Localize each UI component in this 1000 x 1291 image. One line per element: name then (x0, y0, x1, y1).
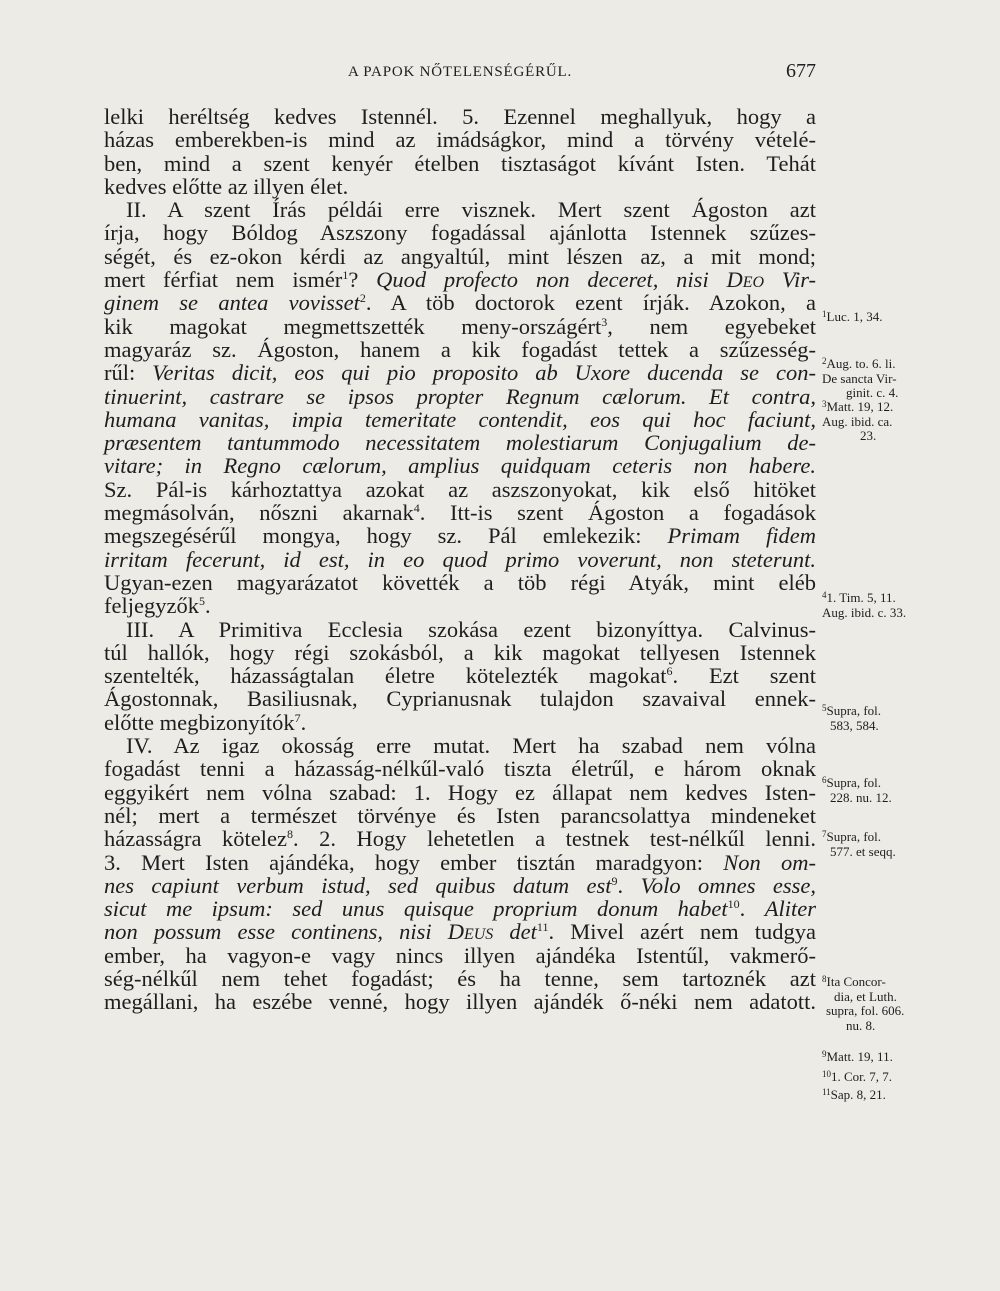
text-line: kik magokat megmettszették meny-országért$^3$, nem egyebeket (104, 313, 816, 339)
text-line: megállani, ha eszébe venné, hogy illyen ajándék ő-néki nem adatott. (104, 989, 816, 1015)
text-line: írja, hogy Bóldog Aszszony fogadással ajánlotta Istennek szűzes- (104, 220, 816, 246)
text-line: megszegésérűl mongya, hogy sz. Pál emlekezik: Primam fidem (104, 523, 816, 549)
page-number: 677 (786, 60, 816, 82)
page-header (104, 60, 816, 90)
footnote-ref: 8 (286, 827, 293, 842)
text-line: kedves előtte az illyen élet. (104, 173, 349, 199)
footnote-ref: 5 (198, 594, 205, 609)
section-heading-line: III. A Primitiva Ecclesia szokása ezent bizonyíttya. Calvinus- (126, 616, 816, 642)
text-line: magyaráz sz. Ágoston, hanem a kik fogadást tettek a szűzesség- (104, 336, 816, 362)
text-line: Sz. Pál-is kárhoztattya azokat az aszszonyokat, kik első hitöket (104, 476, 816, 502)
footnote-ref: 6 (666, 664, 673, 679)
footnote-ref: 1 (342, 268, 349, 283)
text-line: mert férfiat nem ismér$^1$? Quod profecto non deceret, nisi Deo Vir- (104, 267, 816, 293)
text-line: ember, ha vagyon-e vagy nincs illyen ajándéka Istentűl, vakmerő- (104, 942, 816, 968)
text-line: túl hallók, hogy régi szokásból, a kik magokat tellyesen Istennek (104, 639, 816, 665)
text-line: házas emberekben-is mind az imádságkor, mind a törvény vételé- (104, 127, 816, 153)
margin-note-11: $^{11}$Sap. 8, 21. (822, 1087, 886, 1102)
text-line: rűl: Veritas dicit, eos qui pio proposito ab Uxore ducenda se con- (104, 360, 816, 386)
footnote-ref: 11 (536, 920, 549, 935)
text-line: Ágostonnak, Basiliusnak, Cyprianusnak tulajdon szavaival ennek- (104, 686, 816, 712)
margin-note-3: $^3$Matt. 19, 12. Aug. ibid. ca. 23. (822, 399, 894, 443)
margin-note-5: $^5$Supra, fol. 583, 584. (822, 703, 882, 733)
margin-note-6: $^6$Supra, fol. 228. nu. 12. (822, 775, 892, 805)
text-line: vitare; in Regno cælorum, amplius quidquam ceteris non habere. (104, 453, 816, 479)
text-line: előtte megbizonyítók$^7$. (104, 709, 307, 735)
margin-note-2: $^2$Aug. to. 6. li. De sancta Vir- ginit. c. 4. (822, 356, 899, 400)
section-heading-line: IV. Az igaz okosság erre mutat. Mert ha szabad nem vólna (126, 733, 816, 759)
footnote-ref: 4 (413, 501, 420, 516)
text-line: humana vanitas, impia temeritate contendit, eos qui hoc faciunt, (104, 406, 816, 432)
footnote-ref: 7 (294, 710, 301, 725)
text-line: eggyikért nem vólna szabad: 1. Hogy ez állapat nem kedves Isten- (104, 779, 816, 805)
text-line: ségét, és ez-okon kérdi az angyaltúl, mint lészen az, a mit mond; (104, 243, 816, 269)
text-line: 3. Mert Isten ajándéka, hogy ember tisztán maradgyon: Non om- (104, 849, 817, 875)
footnote-ref: 10 (727, 897, 740, 912)
text-line: ség-nélkűl nem tehet fogadást; és ha tenne, sem tartoznék azt (104, 965, 816, 991)
footnote-ref: 2 (359, 291, 366, 306)
margin-note-1: $^1$Luc. 1, 34. (822, 309, 883, 324)
footnote-ref: 3 (601, 314, 608, 329)
text-line: ben, mind a szent kenyér ételben tisztaságot kívánt Isten. Tehát (104, 150, 816, 176)
text-line: Ugyan-ezen magyarázatot követték a töb régi Atyák, mint eléb (104, 569, 816, 595)
running-title: A PAPOK NŐTELENSÉGÉRŰL. (347, 64, 573, 80)
margin-note-7: $^7$Supra, fol. 577. et seqq. (822, 829, 896, 859)
text-line: fogadást tenni a házasság-nélkűl-való tiszta életrűl, e három oknak (104, 756, 816, 782)
text-line: nél; mert a természet törvénye és Isten parancsolattya mindeneket (104, 802, 816, 828)
margin-note-9: $^9$Matt. 19, 11. (822, 1049, 893, 1064)
main-text (104, 105, 816, 1014)
text-line: ginem se antea vovisset$^2$. A töb doctorok ezent írják. Azokon, a (104, 290, 816, 316)
text-line: irritam fecerunt, id est, in eo quod primo voverunt, non steterunt. (104, 546, 816, 572)
text-line: szentelték, házasságtalan életre kötelezték magokat$^6$. Ezt szent (104, 663, 816, 689)
text-line: nes capiunt verbum istud, sed quibus datum est$^9$. Volo omnes esse, (104, 872, 816, 898)
text-line: megmásolván, nőszni akarnak$^4$. Itt-is szent Ágoston a fogadások (104, 500, 816, 526)
text-line: tinuerint, castrare se ipsos propter Regnum cælorum. Et contra, (104, 383, 816, 409)
text-line: házasságra kötelez$^8$. 2. Hogy lehetetlen a testnek test-nélkűl lenni. (104, 826, 816, 852)
text-line: lelki heréltség kedves Istennél. 5. Ezennel meghallyuk, hogy a (104, 104, 816, 129)
margin-note-10: $^{10}$1. Cor. 7, 7. (822, 1069, 893, 1084)
text-line: sicut me ipsum: sed unus quisque proprium donum habet$^{10}$. Aliter (104, 896, 817, 922)
section-heading-line: II. A szent Írás példái erre visznek. Mert szent Ágoston azt (126, 197, 816, 223)
text-line: feljegyzők$^5$. (104, 593, 211, 619)
footnote-ref: 9 (611, 873, 618, 888)
text-line: præsentem tantummodo necessitatem molestiarum Conjugalium de- (104, 430, 816, 456)
margin-note-8: $^8$Ita Concor- dia, et Luth. supra, fol. 606. nu. 8. (822, 974, 905, 1033)
text-line: non possum esse continens, nisi Deus $\det^{11}$. Mivel azért nem tudgya (104, 919, 816, 945)
margin-note-4: $^4$1. Tim. 5, 11. Aug. ibid. c. 33. (822, 590, 907, 620)
